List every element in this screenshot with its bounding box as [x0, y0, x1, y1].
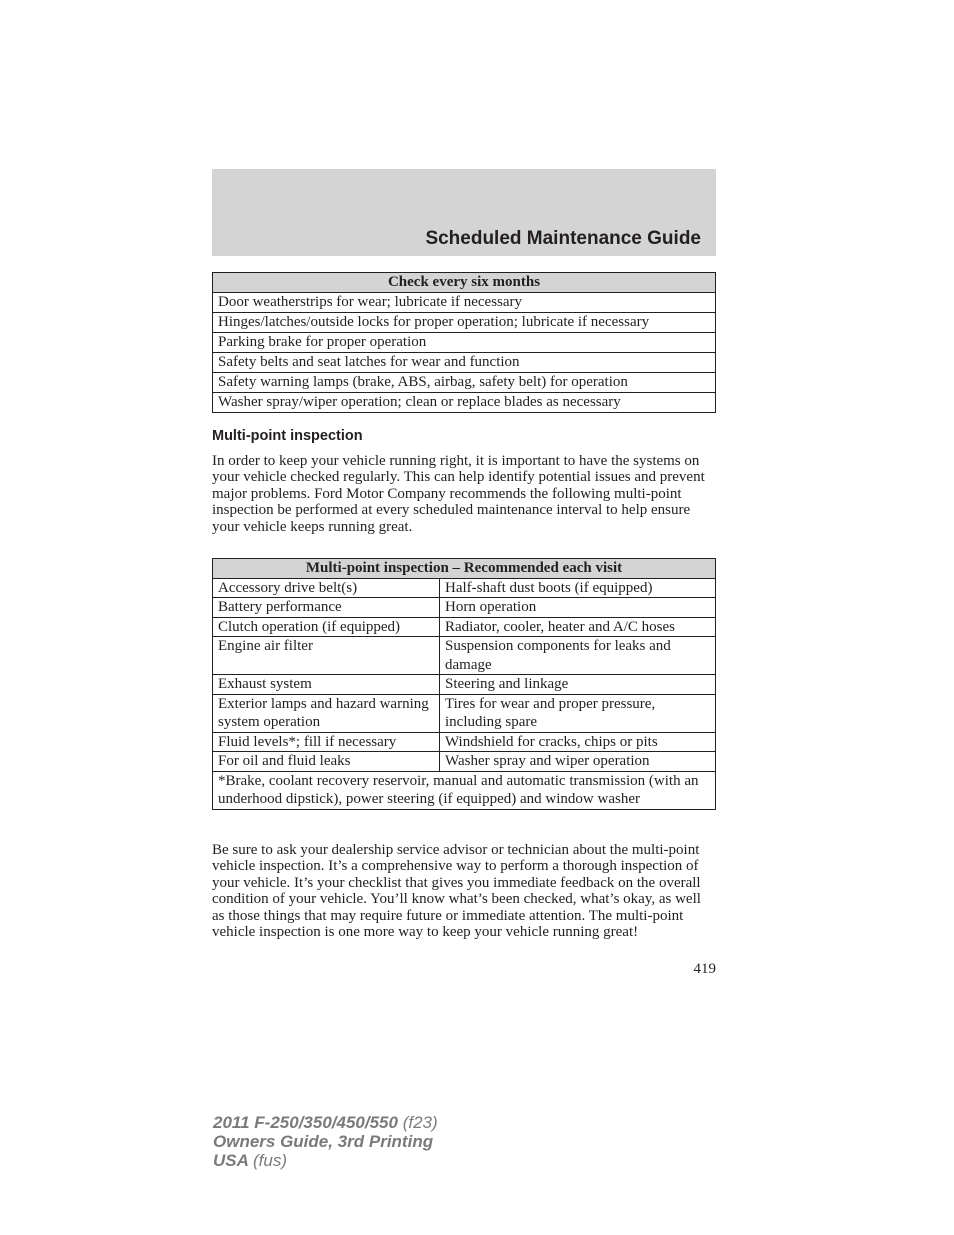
table-row — [213, 694, 716, 732]
page-number: 419 — [693, 961, 716, 977]
table-row: Hinges/latches/outside locks for proper operation; lubricate if necessary — [213, 313, 716, 333]
table-cell: Washer spray and wiper operation — [440, 752, 716, 772]
table-row — [213, 675, 716, 695]
table-row: Parking brake for proper operation — [213, 333, 716, 353]
table-heading: Check every six months — [213, 273, 716, 293]
table-cell: Engine air filter — [213, 637, 440, 675]
footer-market-code: (fus) — [253, 1151, 287, 1170]
table-row: Door weatherstrips for wear; lubricate if necessary — [213, 293, 716, 313]
six-month-check-table — [212, 272, 716, 413]
table-cell: Horn operation — [440, 598, 716, 618]
table-row — [213, 752, 716, 772]
multipoint-inspection-table — [212, 558, 716, 810]
document-footer — [213, 1113, 438, 1170]
multipoint-closing-paragraph: Be sure to ask your dealership service advisor or technician about the multi-point vehicle inspection. It’s a comprehensive way to perform a thorough inspection of your vehicle. It’s your checklist that gives you immediate feedback on the overall condition of your vehicle. You’ll know what’s been checked, what’s okay, as well as those things that may require future or immediate attention. The multi-point vehicle inspection is one more way to keep your vehicle running great! — [212, 842, 701, 941]
table-row — [213, 637, 716, 675]
table-cell: Accessory drive belt(s) — [213, 578, 440, 598]
table-heading: Multi-point inspection – Recommended each visit — [213, 559, 716, 579]
table-cell: Windshield for cracks, chips or pits — [440, 732, 716, 752]
table-row — [213, 617, 716, 637]
table-cell: For oil and fluid leaks — [213, 752, 440, 772]
table-row: Washer spray/wiper operation; clean or replace blades as necessary — [213, 393, 716, 413]
section-title: Scheduled Maintenance Guide — [425, 228, 701, 249]
table-row — [213, 732, 716, 752]
section-header-band — [212, 169, 716, 256]
table-cell: Tires for wear and proper pressure, including spare — [440, 694, 716, 732]
table-cell: Radiator, cooler, heater and A/C hoses — [440, 617, 716, 637]
table-cell: Fluid levels*; fill if necessary — [213, 732, 440, 752]
table-row: Safety warning lamps (brake, ABS, airbag, safety belt) for operation — [213, 373, 716, 393]
table-cell: Half-shaft dust boots (if equipped) — [440, 578, 716, 598]
table-cell: Exterior lamps and hazard warning system operation — [213, 694, 440, 732]
footer-model: 2011 F-250/350/450/550 — [213, 1113, 398, 1132]
table-row: Safety belts and seat latches for wear and function — [213, 353, 716, 373]
table-footnote: *Brake, coolant recovery reservoir, manual and automatic transmission (with an underhood dipstick), power steering (if equipped) and window washer — [213, 771, 716, 809]
footer-line-3 — [213, 1151, 438, 1170]
footer-model-code: (f23) — [402, 1113, 438, 1132]
footer-line-1 — [213, 1113, 438, 1132]
footer-market: USA — [213, 1151, 249, 1170]
table-cell: Exhaust system — [213, 675, 440, 695]
footer-line-2: Owners Guide, 3rd Printing — [213, 1132, 434, 1151]
table-cell: Battery performance — [213, 598, 440, 618]
table-row — [213, 598, 716, 618]
table-cell: Steering and linkage — [440, 675, 716, 695]
multipoint-intro-paragraph: In order to keep your vehicle running right, it is important to have the systems on your vehicle checked regularly. This can help identify potential issues and prevent major problems. Ford Motor Company recommends the following multi-point inspection be performed at every scheduled maintenance interval to help ensure your vehicle keeps running great. — [212, 453, 705, 535]
table-cell: Suspension components for leaks and damage — [440, 637, 716, 675]
table-row — [213, 578, 716, 598]
table-cell: Clutch operation (if equipped) — [213, 617, 440, 637]
multipoint-subheading: Multi-point inspection — [212, 428, 363, 444]
